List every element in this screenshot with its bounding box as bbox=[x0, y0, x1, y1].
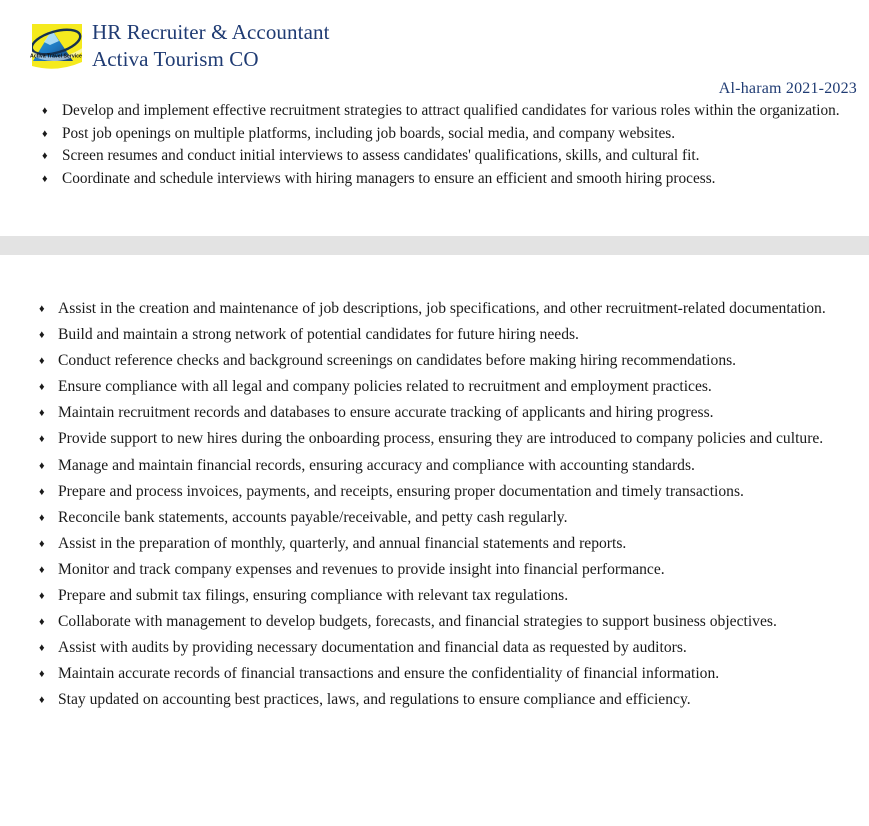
document-title-block bbox=[92, 18, 330, 73]
list-item bbox=[32, 609, 849, 635]
list-item-text: Prepare and submit tax filings, ensuring compliance with relevant tax regulations. bbox=[58, 587, 569, 605]
list-item bbox=[36, 100, 849, 123]
list-item-text: Assist in the preparation of monthly, quarterly, and annual financial statements and reports. bbox=[58, 534, 627, 552]
document-header bbox=[0, 0, 869, 70]
list-item-text: Conduct reference checks and background screenings on candidates before making hiring recommendations. bbox=[58, 352, 737, 370]
list-item-text: Ensure compliance with all legal and company policies related to recruitment and employment practices. bbox=[58, 378, 712, 396]
list-item bbox=[32, 557, 849, 583]
diamond-bullet-icon: ♦ bbox=[42, 150, 48, 162]
list-item bbox=[32, 635, 849, 661]
list-item bbox=[32, 505, 849, 531]
list-item-text: Maintain recruitment records and databases to ensure accurate tracking of applicants and hiring progress. bbox=[58, 404, 714, 422]
responsibilities-list-one bbox=[36, 100, 849, 190]
list-item bbox=[32, 583, 849, 609]
list-item bbox=[32, 687, 849, 713]
diamond-bullet-icon: ♦ bbox=[39, 668, 45, 681]
diamond-bullet-icon: ♦ bbox=[39, 563, 45, 576]
diamond-bullet-icon: ♦ bbox=[39, 407, 45, 420]
diamond-bullet-icon: ♦ bbox=[42, 127, 48, 140]
list-item-text: Assist with audits by providing necessary documentation and financial data as requested by auditors. bbox=[58, 639, 687, 657]
list-item-text: Provide support to new hires during the onboarding process, ensuring they are introduced to company policies and culture. bbox=[58, 430, 824, 448]
list-item-text: Post job openings on multiple platforms, including job boards, social media, and company websites. bbox=[62, 124, 676, 142]
list-item bbox=[32, 426, 849, 452]
list-item bbox=[36, 168, 849, 191]
diamond-bullet-icon: ♦ bbox=[39, 537, 45, 550]
list-item-text: Build and maintain a strong network of potential candidates for future hiring needs. bbox=[58, 326, 579, 344]
list-item bbox=[32, 531, 849, 557]
list-item-text: Stay updated on accounting best practices, laws, and regulations to ensure compliance and efficiency. bbox=[58, 691, 691, 709]
list-item bbox=[32, 296, 849, 322]
diamond-bullet-icon: ♦ bbox=[39, 616, 45, 629]
responsibilities-section-one bbox=[0, 100, 869, 190]
diamond-bullet-icon: ♦ bbox=[39, 485, 45, 498]
list-item bbox=[32, 479, 849, 505]
date-range-label: Al-haram 2021-2023 bbox=[718, 80, 857, 97]
list-item bbox=[32, 400, 849, 426]
list-item bbox=[32, 348, 849, 374]
list-item-text: Collaborate with management to develop budgets, forecasts, and financial strategies to support business objectives. bbox=[58, 613, 777, 631]
page-break-separator bbox=[0, 236, 869, 255]
diamond-bullet-icon: ♦ bbox=[39, 642, 45, 655]
list-item bbox=[32, 322, 849, 348]
list-item-text: Maintain accurate records of financial transactions and ensure the confidentiality of financial information. bbox=[58, 665, 720, 683]
list-item-text: Prepare and process invoices, payments, and receipts, ensuring proper documentation and timely transactions. bbox=[58, 482, 744, 500]
activa-travel-service-logo bbox=[28, 21, 86, 74]
page-title: HR Recruiter & Accountant bbox=[92, 20, 330, 44]
list-item-text: Screen resumes and conduct initial interviews to assess candidates' qualifications, skills, and cultural fit. bbox=[62, 147, 700, 164]
diamond-bullet-icon: ♦ bbox=[39, 355, 45, 368]
diamond-bullet-icon: ♦ bbox=[39, 511, 45, 524]
list-item-text: Monitor and track company expenses and revenues to provide insight into financial performance. bbox=[58, 560, 665, 578]
diamond-bullet-icon: ♦ bbox=[39, 329, 45, 342]
diamond-bullet-icon: ♦ bbox=[39, 459, 45, 472]
list-item-text: Reconcile bank statements, accounts payable/receivable, and petty cash regularly. bbox=[58, 508, 568, 526]
diamond-bullet-icon: ♦ bbox=[39, 590, 45, 603]
diamond-bullet-icon: ♦ bbox=[42, 105, 48, 117]
list-item-text: Assist in the creation and maintenance of job descriptions, job specifications, and other recruitment-related documentation. bbox=[58, 300, 826, 317]
responsibilities-list-two bbox=[32, 296, 849, 714]
responsibilities-section-two bbox=[0, 296, 869, 714]
company-name: Activa Tourism CO bbox=[92, 47, 259, 71]
list-item-text: Coordinate and schedule interviews with hiring managers to ensure an efficient and smooth hiring process. bbox=[62, 169, 716, 187]
list-item bbox=[32, 374, 849, 400]
header-row bbox=[0, 18, 869, 74]
logo-caption-text: Activa Travel Service bbox=[30, 53, 82, 60]
diamond-bullet-icon: ♦ bbox=[42, 172, 48, 185]
diamond-bullet-icon: ♦ bbox=[39, 303, 45, 315]
list-item-text: Develop and implement effective recruitment strategies to attract qualified candidates for various roles within the organization. bbox=[62, 102, 840, 119]
list-item bbox=[32, 453, 849, 479]
list-item bbox=[36, 123, 849, 146]
list-item bbox=[32, 661, 849, 687]
list-item-text: Manage and maintain financial records, ensuring accuracy and compliance with accounting standards. bbox=[58, 456, 695, 474]
diamond-bullet-icon: ♦ bbox=[39, 433, 45, 446]
diamond-bullet-icon: ♦ bbox=[39, 381, 45, 394]
diamond-bullet-icon: ♦ bbox=[39, 694, 45, 707]
list-item bbox=[36, 145, 849, 168]
